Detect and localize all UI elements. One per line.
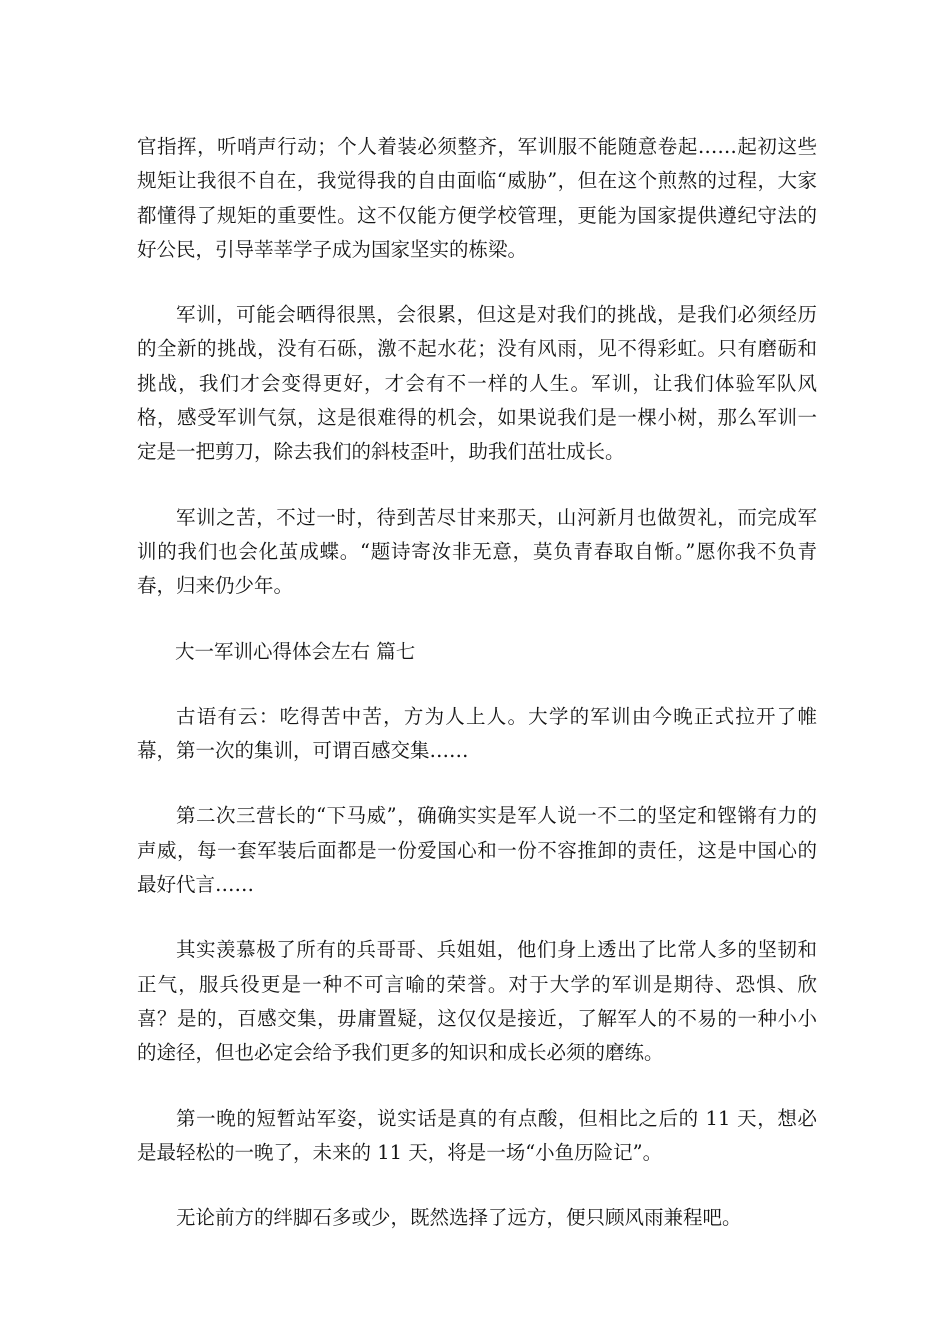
- paragraph-rules: 官指挥，听哨声行动；个人着装必须整齐，军训服不能随意卷起……起初这些规矩让我很不自在，我觉得我的自由面临“威胁”，但在这个煎熬的过程，大家都懂得了规矩的重要性。这不仅能方便学校管理，更能为国家提供遵纪守法的好公民，引导莘莘学子成为国家坚实的栋梁。: [137, 135, 817, 261]
- paragraph-commander: 第二次三营长的“下马威”，确确实实是军人说一不二的坚定和铿锵有力的声威，每一套军装后面都是一份爱国心和一份不容推卸的责任，这是中国心的最好代言……: [137, 804, 817, 897]
- paragraph-challenge: 军训，可能会晒得很黑，会很累，但这是对我们的挑战，是我们必须经历的全新的挑战，没有石砾，激不起水花；没有风雨，见不得彩虹。只有磨砺和挑战，我们才会变得更好，才会有不一样的人生。军训，让我们体验军队风格，感受军训气氛，这是很难得的机会，如果说我们是一棵小树，那么军训一定是一把剪刀，除去我们的斜枝歪叶，助我们茁壮成长。: [137, 303, 817, 464]
- paragraph-admiration: 其实羡慕极了所有的兵哥哥、兵姐姐，他们身上透出了比常人多的坚韧和正气，服兵役更是一种不可言喻的荣誉。对于大学的军训是期待、恐惧、欣喜？是的，百感交集，毋庸置疑，这仅仅是接近，了解军人的不易的一种小小的途径，但也必定会给予我们更多的知识和成长必须的磨练。: [137, 938, 817, 1065]
- paragraph-first-night: 第一晚的短暂站军姿，说实话是真的有点酸，但相比之后的 11 天，想必是最轻松的一晚了，未来的 11 天，将是一场“小鱼历险记”。: [137, 1106, 817, 1164]
- paragraph-proverb: 古语有云：吃得苦中苦，方为人上人。大学的军训由今晚正式拉开了帷幕，第一次的集训，可谓百感交集……: [137, 704, 817, 763]
- paragraph-hardship: 军训之苦，不过一时，待到苦尽甘来那天，山河新月也做贺礼，而完成军训的我们也会化茧成蝶。“题诗寄汝非无意，莫负青春取自惭。”愿你我不负青春，归来仍少年。: [137, 505, 817, 598]
- paragraph-conclusion: 无论前方的绊脚石多或少，既然选择了远方，便只顾风雨兼程吧。: [176, 1206, 742, 1230]
- section-heading: 大一军训心得体会左右 篇七: [175, 639, 416, 663]
- document-body: [137, 130, 817, 1266]
